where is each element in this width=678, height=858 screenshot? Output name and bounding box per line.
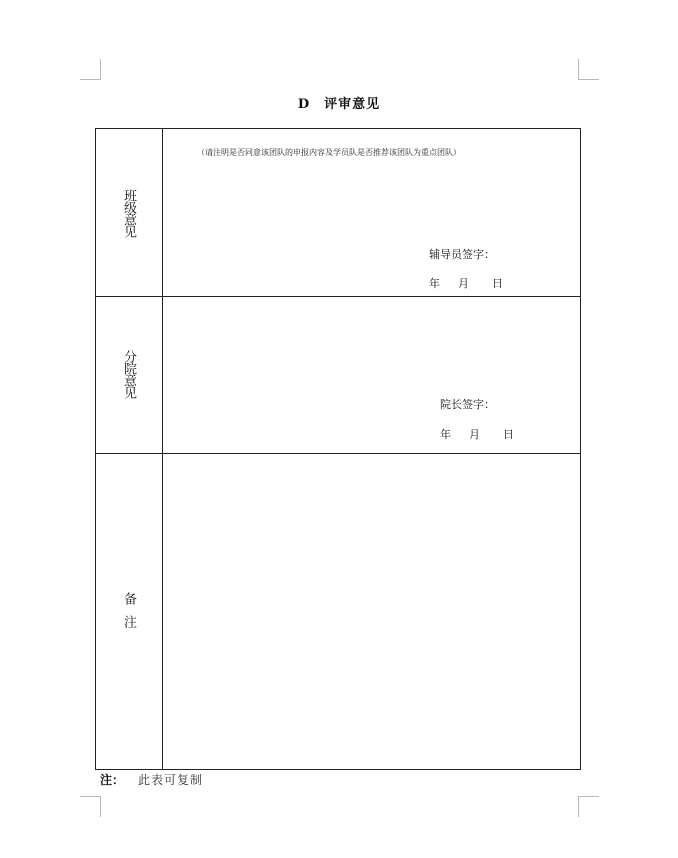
college-opinion-date [440, 426, 514, 442]
class-opinion-label-cell [96, 129, 163, 296]
date-month-label: 月 [458, 277, 469, 290]
page-corner-mark-top-left [80, 59, 101, 80]
footer-note-text: 此表可复制 [138, 773, 204, 787]
college-opinion-label-cell [96, 297, 163, 453]
date-year-label: 年 [429, 277, 440, 290]
footer-note [100, 771, 203, 788]
class-opinion-hint: （请注明是否同意该团队的申报内容及学员队是否推荐该团队为重点团队） [197, 148, 461, 157]
college-opinion-row [96, 297, 580, 454]
college-opinion-label: 分院意见 [121, 350, 136, 398]
date-day-label: 日 [492, 277, 503, 290]
class-opinion-row [96, 129, 580, 297]
page-corner-mark-bottom-right [578, 796, 599, 817]
review-form-table [95, 128, 581, 770]
section-title: 评审意见 [324, 97, 381, 112]
date-year-label: 年 [440, 428, 451, 441]
page-corner-mark-bottom-left [80, 796, 101, 817]
section-code: D [297, 97, 311, 112]
remarks-row [96, 454, 580, 769]
class-opinion-label: 班级意见 [121, 189, 136, 237]
date-day-label: 日 [503, 428, 514, 441]
page-title [0, 93, 678, 112]
class-opinion-date [429, 275, 503, 291]
counselor-signature-label: 辅导员签字： [429, 248, 495, 261]
page-corner-mark-top-right [578, 59, 599, 80]
remarks-label-cell [96, 454, 163, 769]
footer-note-label: 注： [100, 773, 125, 787]
remarks-label: 备注 [121, 592, 136, 638]
dean-signature-label: 院长签字： [440, 398, 495, 411]
date-month-label: 月 [469, 428, 480, 441]
